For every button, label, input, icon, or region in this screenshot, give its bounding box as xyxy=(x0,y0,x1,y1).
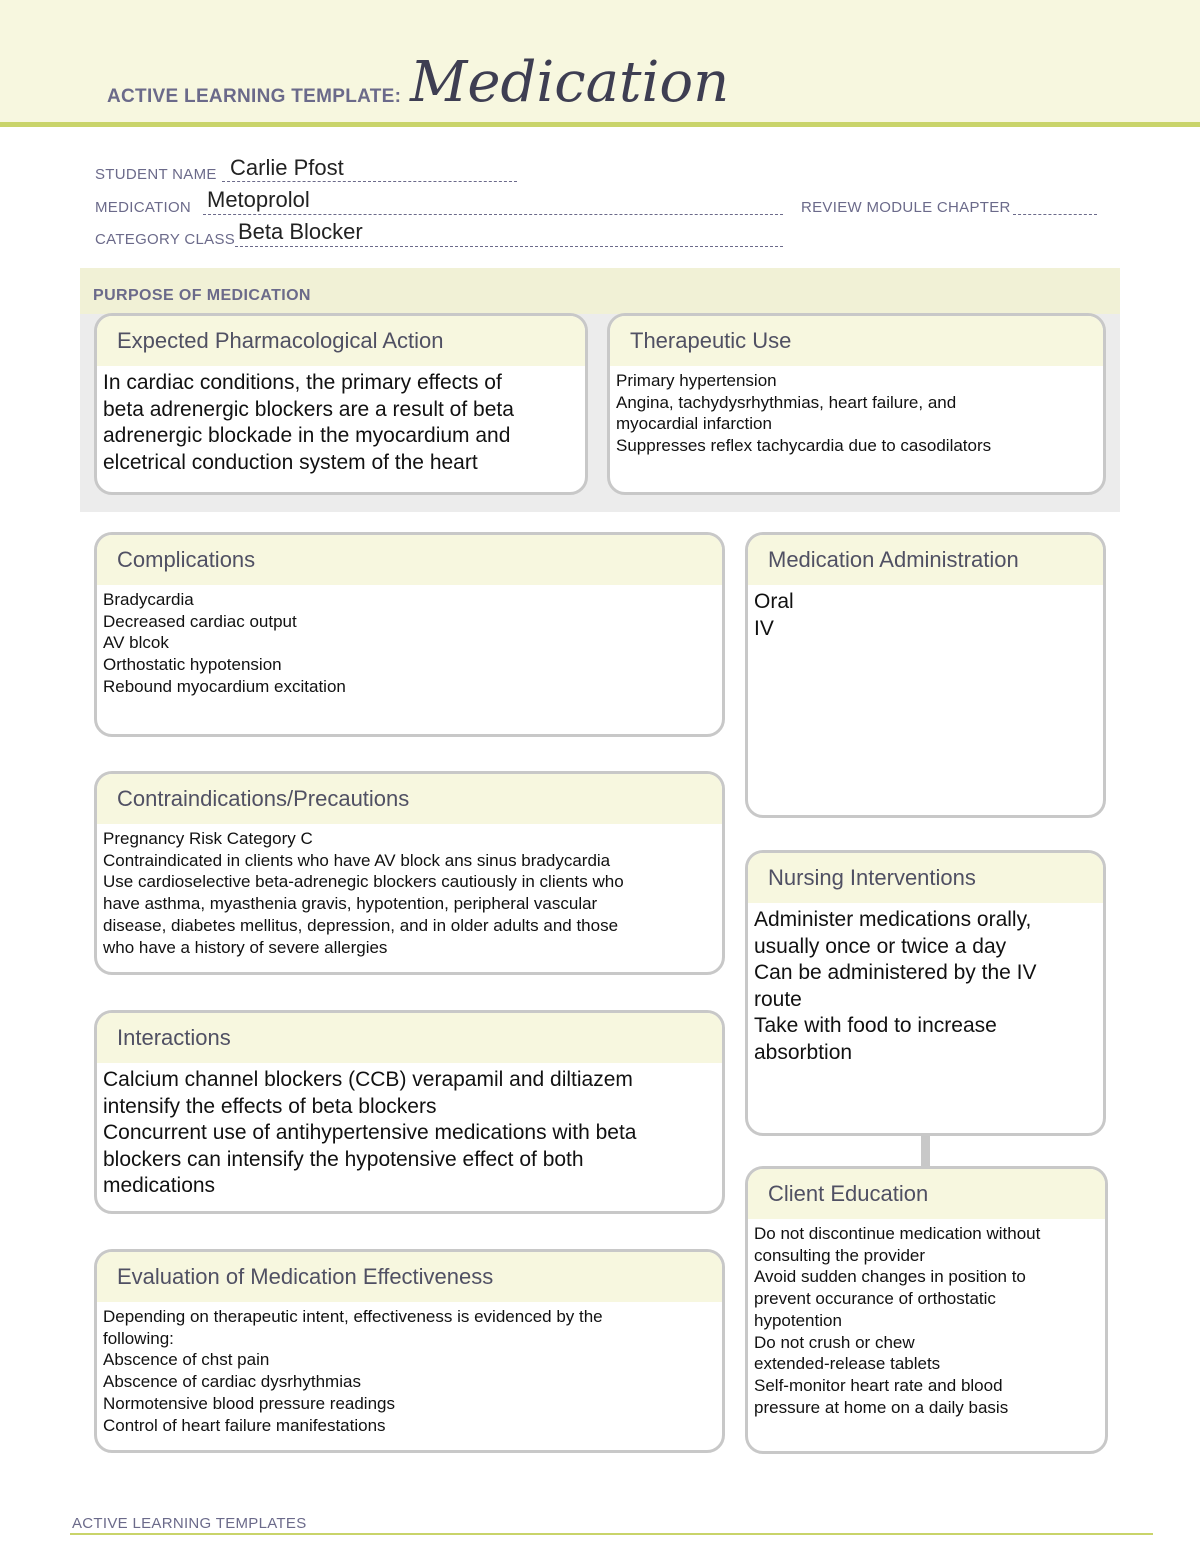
review-module-label: REVIEW MODULE CHAPTER xyxy=(801,199,1011,216)
text-line: Concurrent use of antihypertensive medications with beta xyxy=(103,1121,637,1144)
text-line: consulting the provider xyxy=(754,1245,926,1265)
evaluation-box xyxy=(94,1249,725,1453)
text-line: Contraindicated in clients who have AV block ans sinus bradycardia xyxy=(103,850,611,870)
complications-box xyxy=(94,532,725,737)
text-line: usually once or twice a day xyxy=(754,934,1007,958)
text-line: Normotensive blood pressure readings xyxy=(103,1393,395,1413)
text-line: Pregnancy Risk Category C xyxy=(103,829,313,848)
administration-box xyxy=(745,532,1106,818)
text-line: adrenergic blockade in the myocardium and xyxy=(103,424,511,447)
box-connector xyxy=(921,1134,930,1166)
text-line: Angina, tachydysrhythmias, heart failure, and xyxy=(616,392,957,412)
contraindications-box xyxy=(94,771,725,975)
complications-title: Complications xyxy=(97,535,722,585)
client-education-body[interactable] xyxy=(748,1219,1105,1418)
text-line: Self-monitor heart rate and blood xyxy=(754,1375,1003,1395)
footer-rule xyxy=(70,1533,1153,1535)
text-line: Suppresses reflex tachycardia due to casodilators xyxy=(616,436,992,456)
medication-line xyxy=(203,214,783,215)
contraindications-body[interactable] xyxy=(97,824,722,958)
text-line: Use cardioselective beta-adrenegic blockers cautiously in clients who xyxy=(103,872,624,892)
text-line: Oral xyxy=(754,590,794,613)
category-class-value[interactable]: Beta Blocker xyxy=(238,219,363,244)
template-title: Medication xyxy=(410,50,730,115)
text-line: extended-release tablets xyxy=(754,1354,941,1374)
expected-action-box xyxy=(94,313,588,495)
administration-body[interactable] xyxy=(748,585,1103,642)
text-line: IV xyxy=(754,616,774,640)
expected-action-body[interactable] xyxy=(97,366,585,476)
client-education-box xyxy=(745,1166,1108,1454)
text-line: who have a history of severe allergies xyxy=(103,937,388,957)
text-line: Avoid sudden changes in position to xyxy=(754,1267,1026,1287)
text-line: pressure at home on a daily basis xyxy=(754,1397,1009,1417)
header-rule xyxy=(0,122,1200,127)
text-line: Abscence of chst pain xyxy=(103,1350,270,1370)
text-line: elcetrical conduction system of the heart xyxy=(103,450,478,474)
interactions-box xyxy=(94,1010,725,1214)
text-line: Can be administered by the IV xyxy=(754,961,1037,984)
text-line: In cardiac conditions, the primary effects of xyxy=(103,371,502,394)
text-line: AV blcok xyxy=(103,633,169,653)
text-line: intensify the effects of beta blockers xyxy=(103,1094,437,1118)
text-line: following: xyxy=(103,1328,174,1348)
text-line: prevent occurance of orthostatic xyxy=(754,1289,996,1309)
student-name-value[interactable]: Carlie Pfost xyxy=(230,155,344,180)
student-name-label: STUDENT NAME xyxy=(95,166,217,183)
text-line: Take with food to increase xyxy=(754,1014,997,1037)
text-line: Calcium channel blockers (CCB) verapamil and diltiazem xyxy=(103,1068,633,1091)
contraindications-title: Contraindications/Precautions xyxy=(97,774,722,824)
text-line: blockers can intensify the hypotensive effect of both xyxy=(103,1147,584,1171)
text-line: medications xyxy=(103,1174,216,1197)
expected-action-title: Expected Pharmacological Action xyxy=(97,316,585,366)
therapeutic-use-body[interactable] xyxy=(610,366,1103,457)
text-line: Do not crush or chew xyxy=(754,1332,915,1352)
text-line: beta adrenergic blockers are a result of beta xyxy=(103,397,514,421)
nursing-box xyxy=(745,850,1106,1136)
text-line: Control of heart failure manifestations xyxy=(103,1415,386,1435)
template-label: ACTIVE LEARNING TEMPLATE: xyxy=(107,86,402,107)
therapeutic-use-box xyxy=(607,313,1106,495)
text-line: Decreased cardiac output xyxy=(103,611,297,631)
interactions-title: Interactions xyxy=(97,1013,722,1063)
text-line: Rebound myocardium excitation xyxy=(103,676,346,696)
nursing-title: Nursing Interventions xyxy=(748,853,1103,903)
complications-body[interactable] xyxy=(97,585,722,698)
student-name-line xyxy=(222,181,517,182)
text-line: Bradycardia xyxy=(103,590,194,609)
text-line: myocardial infarction xyxy=(616,414,772,434)
text-line: Depending on therapeutic intent, effectiveness is evidenced by the xyxy=(103,1307,603,1326)
text-line: Do not discontinue medication without xyxy=(754,1224,1041,1243)
text-line: absorbtion xyxy=(754,1040,853,1064)
text-line: Administer medications orally, xyxy=(754,908,1032,931)
review-module-line[interactable] xyxy=(1013,214,1097,215)
text-line: hypotention xyxy=(754,1310,842,1330)
footer-label: ACTIVE LEARNING TEMPLATES xyxy=(72,1515,307,1532)
text-line: Primary hypertension xyxy=(616,371,777,390)
text-line: Orthostatic hypotension xyxy=(103,655,282,675)
evaluation-title: Evaluation of Medication Effectiveness xyxy=(97,1252,722,1302)
medication-value[interactable]: Metoprolol xyxy=(207,187,310,212)
therapeutic-use-title: Therapeutic Use xyxy=(610,316,1103,366)
category-class-label: CATEGORY CLASS xyxy=(95,231,236,248)
evaluation-body[interactable] xyxy=(97,1302,722,1436)
interactions-body[interactable] xyxy=(97,1063,722,1200)
category-class-line xyxy=(235,246,783,247)
text-line: Abscence of cardiac dysrhythmias xyxy=(103,1372,361,1392)
medication-label: MEDICATION xyxy=(95,199,192,216)
text-line: have asthma, myasthenia gravis, hypotention, peripheral vascular xyxy=(103,894,598,914)
client-education-title: Client Education xyxy=(748,1169,1105,1219)
purpose-label: PURPOSE OF MEDICATION xyxy=(93,287,311,304)
administration-title: Medication Administration xyxy=(748,535,1103,585)
text-line: route xyxy=(754,987,802,1011)
nursing-body[interactable] xyxy=(748,903,1103,1066)
text-line: disease, diabetes mellitus, depression, and in older adults and those xyxy=(103,915,619,935)
